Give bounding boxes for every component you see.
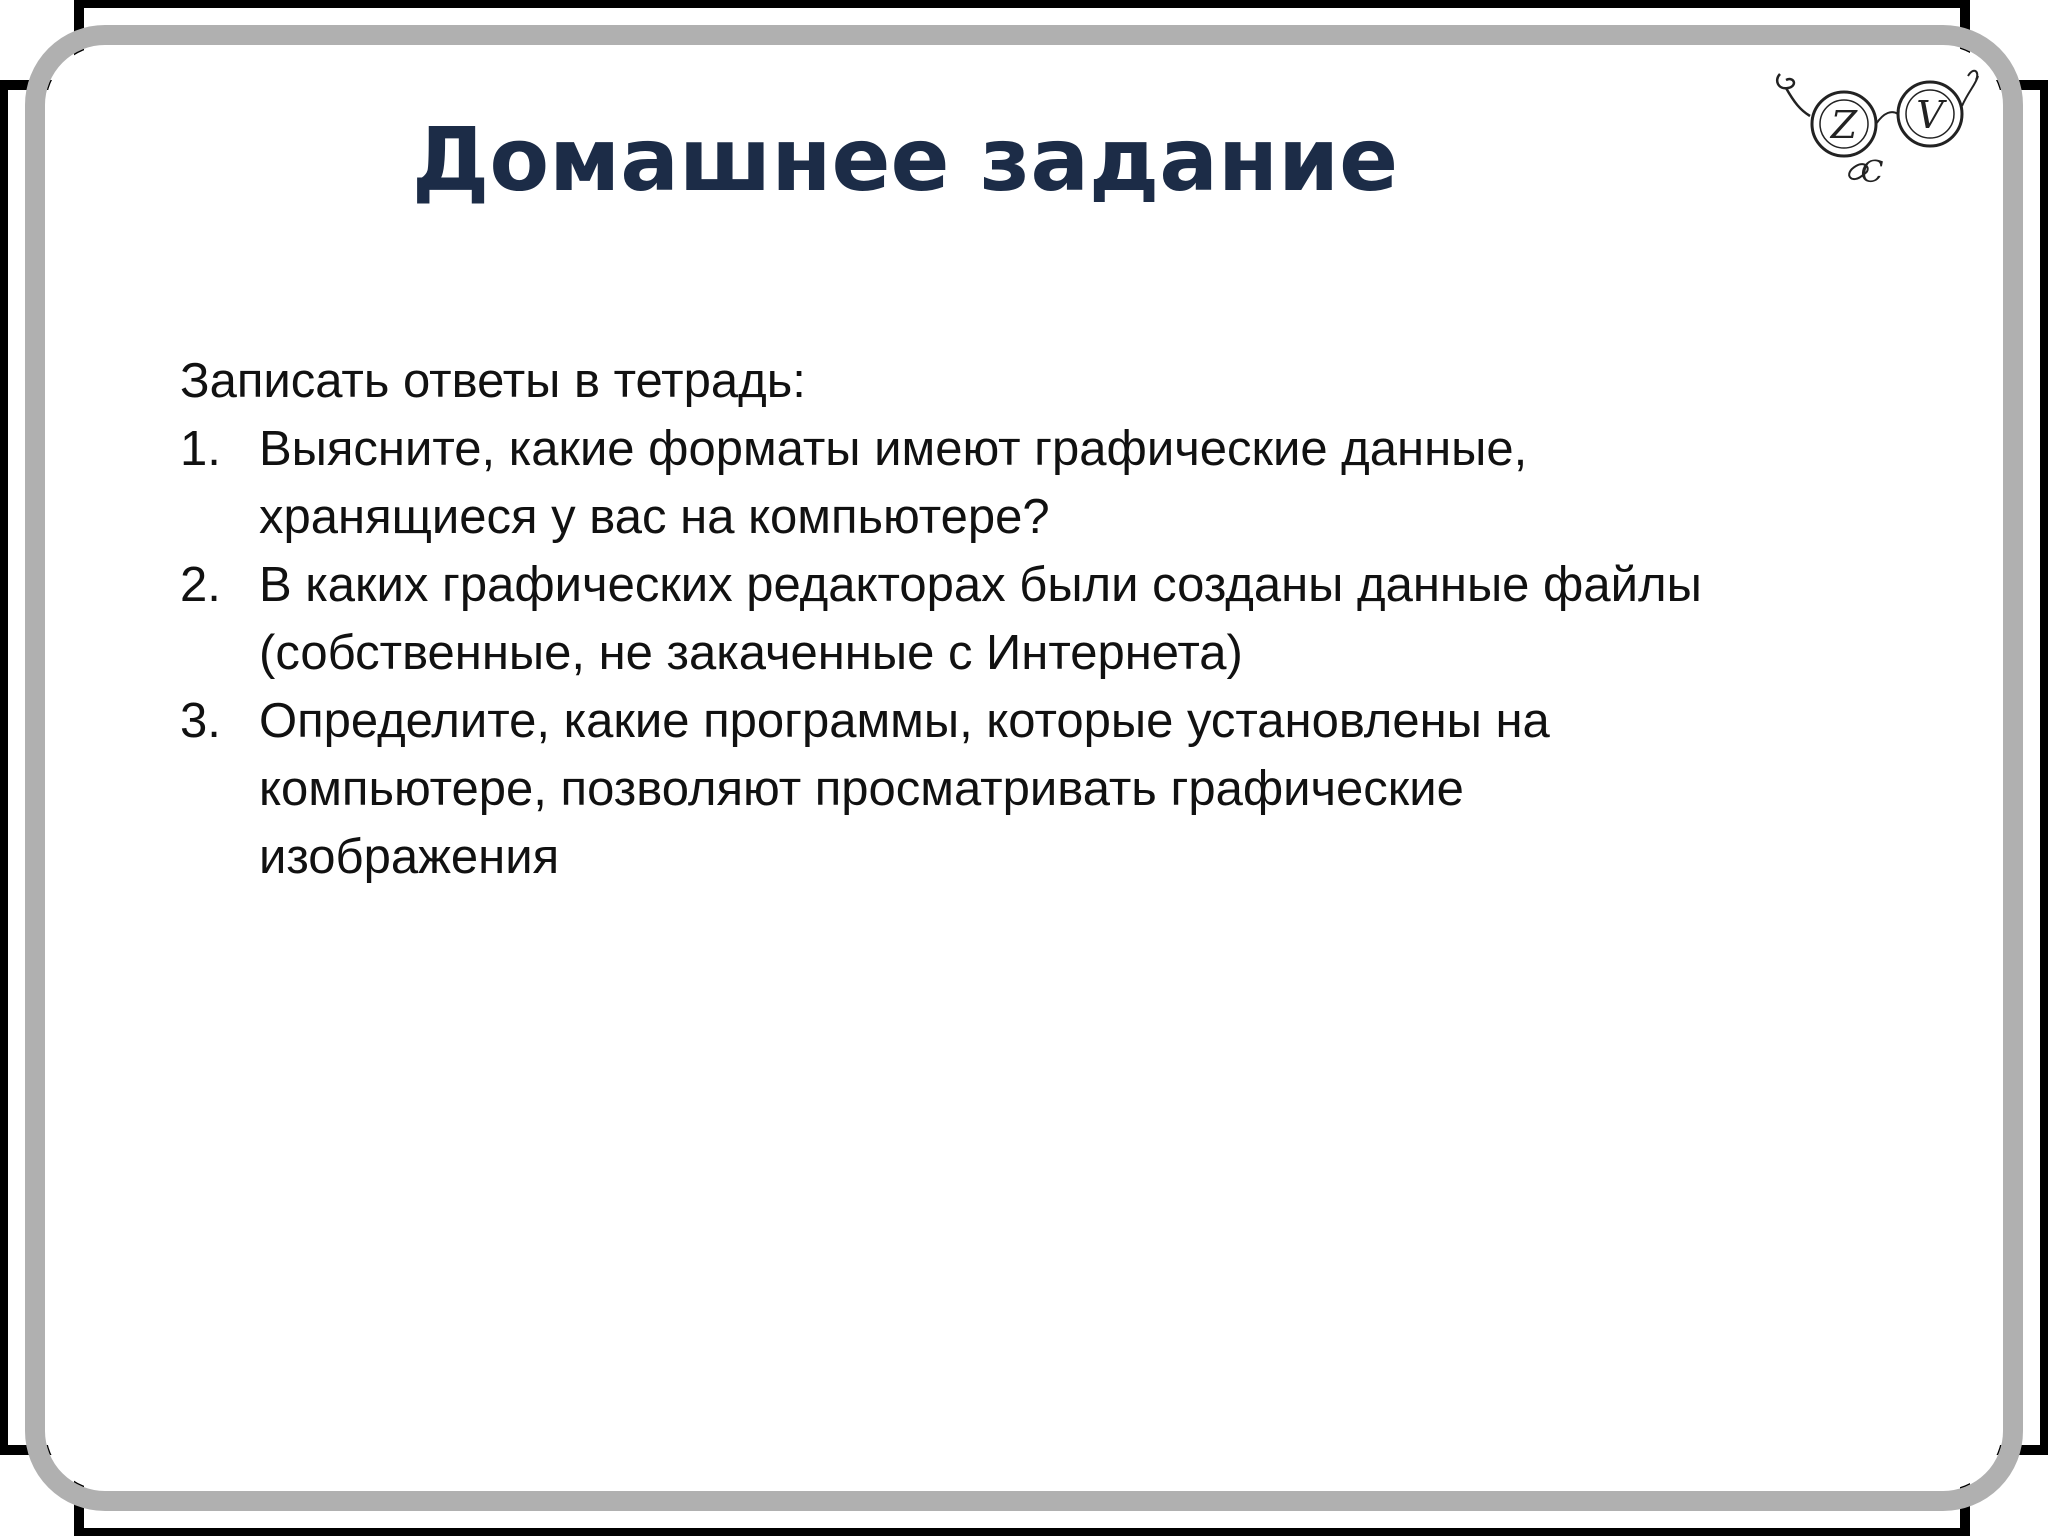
task-number-3: 3. (180, 694, 221, 748)
task-number-2: 2. (180, 558, 221, 612)
slide-title: Домашнее задание (411, 109, 1399, 211)
task-1-line-1: Выясните, какие форматы имеют графические данные, (259, 422, 1528, 476)
intro-text: Записать ответы в тетрадь: (180, 354, 806, 408)
task-item-2 (180, 551, 1800, 687)
task-number-1: 1. (180, 422, 221, 476)
logo-letter-c: C (1860, 155, 1884, 187)
task-3-line-1: Определите, какие программы, которые установлены на (259, 694, 1550, 748)
task-3-line-3: изображения (259, 830, 560, 884)
task-2-line-2: (собственные, не закаченные с Интернета) (259, 626, 1243, 680)
logo-letter-z: Z (1830, 103, 1858, 147)
task-list (180, 415, 1800, 891)
task-2-line-1: В каких графических редакторах были созданы данные файлы (259, 558, 1702, 612)
slide-content (180, 347, 1800, 891)
task-3-line-2: компьютере, позволяют просматривать графические (259, 762, 1464, 816)
task-1-line-2: хранящиеся у вас на компьютере? (259, 490, 1050, 544)
logo-letter-v: V (1916, 93, 1944, 137)
task-item-1 (180, 415, 1800, 551)
task-item-3 (180, 687, 1800, 891)
